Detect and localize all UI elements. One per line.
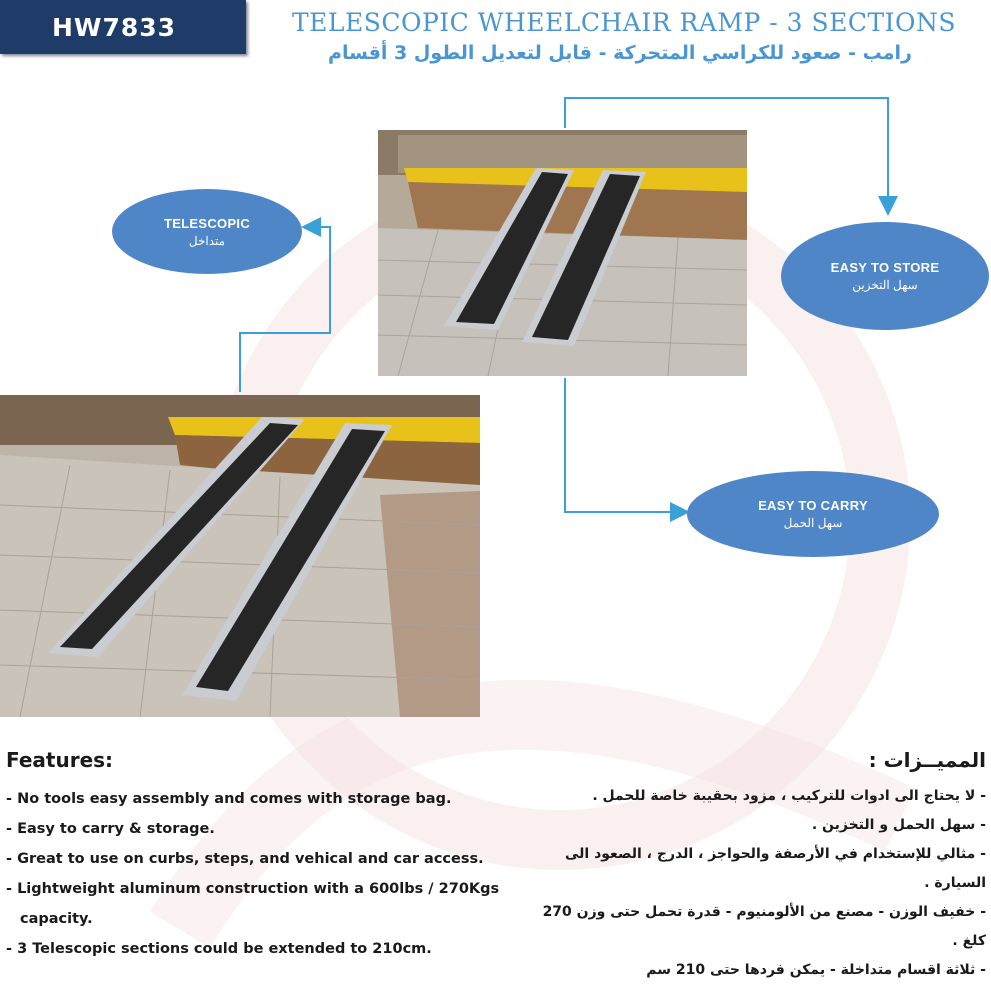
bubble-store-en: EASY TO STORE <box>830 260 940 275</box>
features-list-ar <box>530 782 986 985</box>
features-list-en <box>6 784 506 964</box>
bubble-carry-en: EASY TO CARRY <box>758 498 868 513</box>
bubble-store-ar: سهل التخزين <box>852 278 918 292</box>
features-heading-en: Features: <box>6 748 114 772</box>
feature-item-en: - Lightweight aluminum construction with a 600lbs / 270Kgs capacity. <box>6 881 500 927</box>
connector-to-carry <box>565 378 686 512</box>
bubble-telescopic-en: TELESCOPIC <box>163 215 251 231</box>
feature-item-ar: - خفيف الوزن - مصنع من الألومنيوم - قدرة تحمل حتى وزن 270 كلغ . <box>542 904 986 949</box>
features-heading-ar: المميــزات : <box>868 748 986 772</box>
feature-item-en: - Easy to carry & storage. <box>6 821 215 837</box>
bubble-carry-ar: سهل الحمل <box>783 516 843 530</box>
bubble-easy-to-carry <box>687 471 939 557</box>
product-photo-extended <box>0 395 480 717</box>
bubble-easy-to-store <box>781 222 989 330</box>
product-photo-folded <box>378 130 747 376</box>
feature-item-en: - 3 Telescopic sections could be extended to 210cm. <box>6 941 432 957</box>
feature-item-en: - Great to use on curbs, steps, and vehical and car access. <box>6 851 484 867</box>
page-title-en: TELESCOPIC WHEELCHAIR RAMP - 3 SECTIONS <box>291 8 957 37</box>
product-code: HW7833 <box>0 0 246 54</box>
feature-item-ar: - سهل الحمل و التخزين . <box>811 817 986 833</box>
feature-item-ar: - ثلاثة اقسام متداخلة - يمكن فردها حتى 210 سم <box>646 962 986 978</box>
feature-item-ar: - مثالي للإستخدام في الأرصفة والحواجز ، الدرج ، الصعود الى السيارة . <box>564 846 986 891</box>
feature-item-en: - No tools easy assembly and comes with storage bag. <box>6 791 452 807</box>
features-arabic <box>530 748 986 985</box>
bubble-telescopic <box>112 189 302 274</box>
feature-item-ar: - لا يحتاج الى ادوات للتركيب ، مزود بحقيبة خاصة للحمل . <box>592 788 986 804</box>
page-title-ar: رامب - صعود للكراسي المتحركة - قابل لتعديل الطول 3 أقسام <box>328 42 912 64</box>
bubble-telescopic-ar: متداخل <box>188 233 226 248</box>
features-english <box>6 748 506 964</box>
